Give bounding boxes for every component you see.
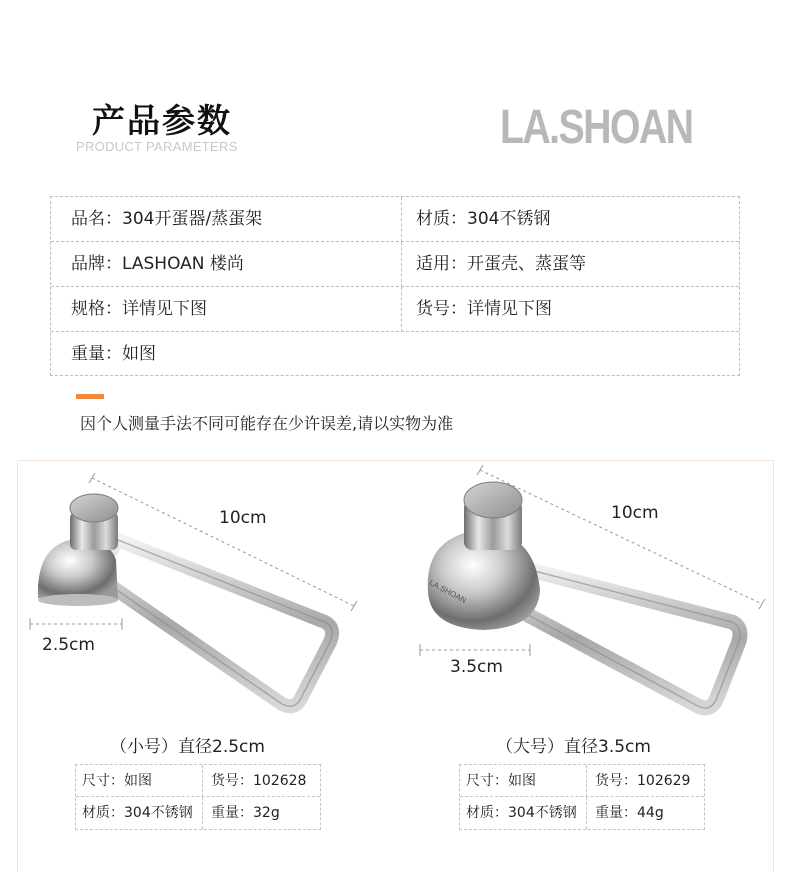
brand-logo: LA.SHOAN	[500, 101, 693, 154]
item-number-cell: 货号：详情见下图	[401, 287, 739, 332]
item-number-cell: 货号：102629	[586, 765, 704, 797]
material-cell: 材质：304不锈钢	[401, 197, 739, 242]
material-cell: 材质：304不锈钢	[82, 805, 193, 821]
material-cell: 材质：304不锈钢	[466, 805, 577, 821]
weight-cell: 重量：32g	[202, 797, 320, 829]
small-caption: （小号）直径2.5cm	[110, 737, 265, 757]
small-length-label: 10cm	[219, 508, 267, 528]
size-cell: 尺寸：如图	[82, 773, 152, 789]
usage-cell: 适用：开蛋壳、蒸蛋等	[401, 242, 739, 287]
size-cell: 尺寸：如图	[466, 773, 536, 789]
small-spec-table	[75, 764, 321, 830]
spec-row	[460, 797, 704, 829]
specification-cell: 规格：详情见下图	[71, 299, 207, 319]
page-title: 产品参数	[92, 101, 232, 140]
brand-cell: 品牌：LASHOAN 楼尚	[71, 254, 244, 274]
small-diameter-label: 2.5cm	[42, 635, 95, 655]
dome-engraving: LA.SHOAN	[427, 578, 468, 605]
weight-cell: 重量：44g	[586, 797, 704, 829]
large-diameter-label: 3.5cm	[450, 657, 503, 677]
product-name-cell: 品名：304开蛋器/蒸蛋架	[71, 209, 263, 229]
item-number-cell: 货号：102628	[202, 765, 320, 797]
large-caption: （大号）直径3.5cm	[496, 737, 651, 757]
page-subtitle: PRODUCT PARAMETERS	[76, 139, 238, 154]
spec-row	[460, 765, 704, 797]
weight-cell: 重量：如图	[71, 344, 156, 364]
large-spec-table	[459, 764, 705, 830]
measurement-disclaimer: 因个人测量手法不同可能存在少许误差,请以实物为准	[80, 414, 454, 433]
spec-row	[76, 765, 320, 797]
large-length-label: 10cm	[611, 503, 659, 523]
spec-row	[76, 797, 320, 829]
